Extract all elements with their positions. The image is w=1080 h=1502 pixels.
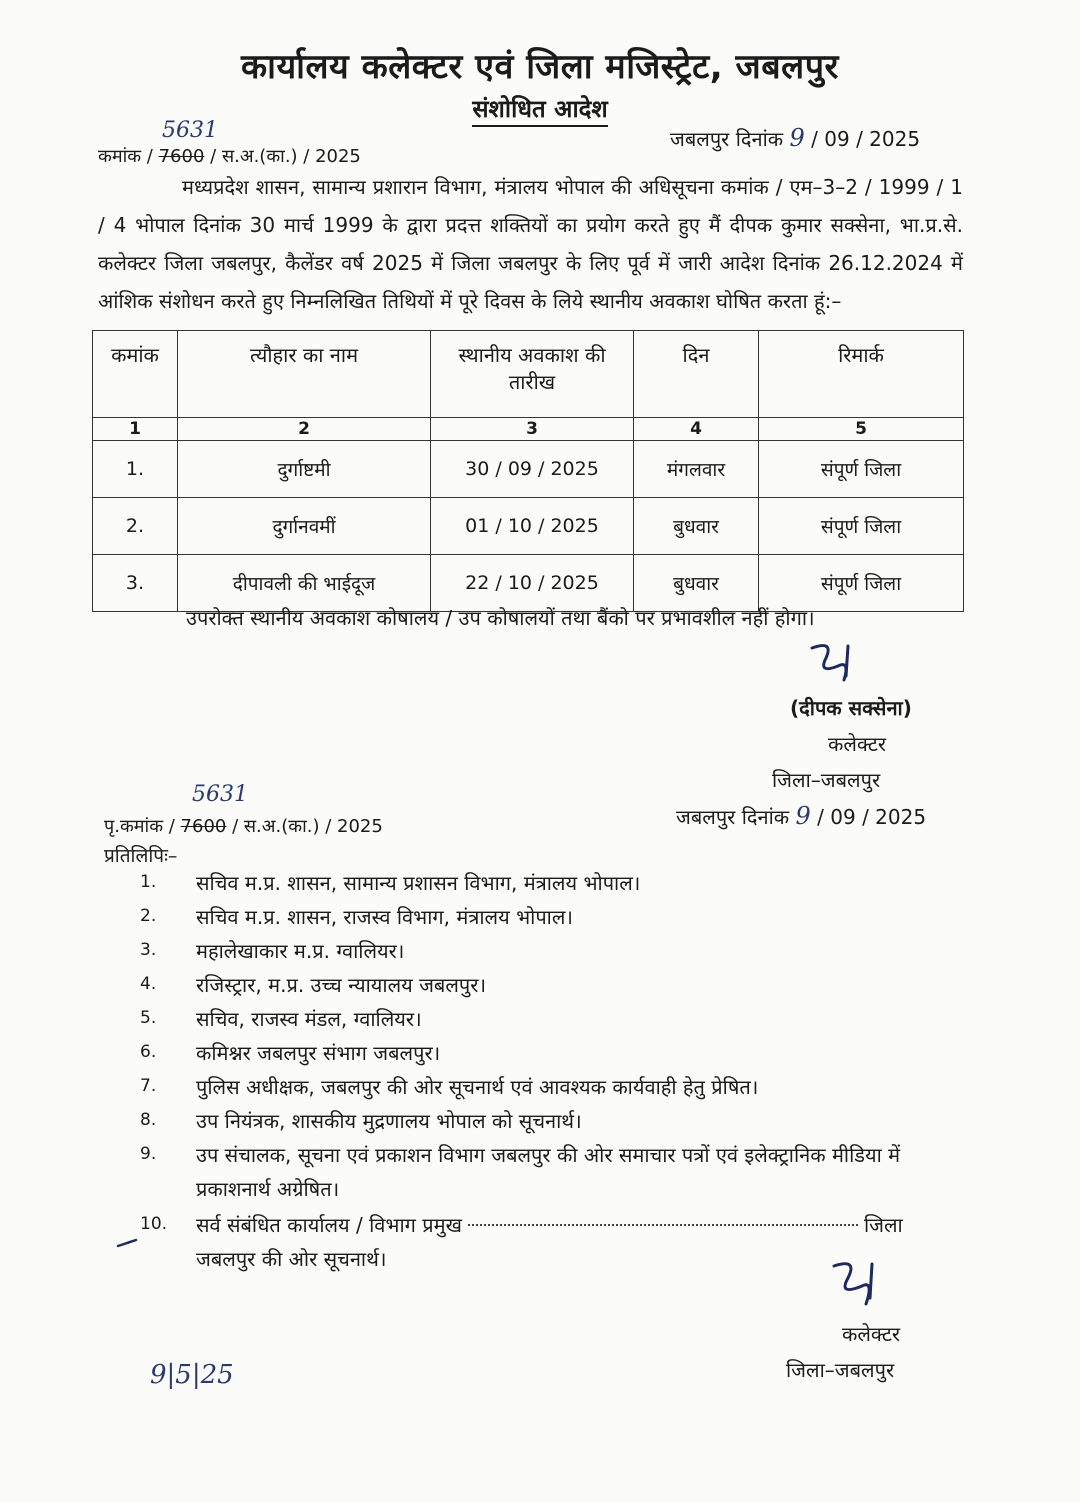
handwritten-copy-number: 5631: [192, 782, 248, 807]
table-column-number-row: 1 2 3 4 5: [93, 418, 964, 441]
office-title: कार्यालय कलेक्टर एवं जिला मजिस्ट्रेट, जबलपुर: [241, 47, 839, 87]
list-item: 1. सचिव म.प्र. शासन, सामान्य प्रशासन विभाग, मंत्रालय भोपाल।: [140, 871, 641, 895]
header-remark: रिमार्क: [759, 331, 964, 418]
list-item: 6. कमिश्नर जबलपुर संभाग जबलपुर।: [140, 1041, 441, 1065]
footer-place: जिला–जबलपुर: [786, 1358, 895, 1382]
signatory-place: जिला–जबलपुर: [772, 768, 881, 792]
order-body: [98, 168, 963, 320]
holidays-table: [92, 330, 964, 612]
order-title: संशोधित आदेश: [0, 92, 1080, 125]
signature-scribble: [804, 636, 864, 696]
list-item: 8. उप नियंत्रक, शासकीय मुद्रणालय भोपाल को सूचनार्थ।: [140, 1109, 582, 1133]
copy-date: जबलपुर दिनांक 9 / 09 / 2025: [676, 802, 927, 830]
handwritten-order-number: 5631: [162, 118, 218, 143]
copy-reference: पृ.कमांक / 7600 / स.अ.(का.) / 2025: [104, 816, 383, 837]
list-item: 10. सर्व संबंधित कार्यालय / विभाग प्रमुख जिला जबलपुर की ओर सूचनार्थ।: [140, 1213, 903, 1271]
copy-label: प्रतिलिपिः–: [104, 845, 178, 867]
order-paragraph: मध्यप्रदेश शासन, सामान्य प्रशारान विभाग, मंत्रालय भोपाल की अधिसूचना कमांक / एम–3–2 / 1999 / 1 / 4 भोपाल दिनांक 30 मार्च 1999 के द्वारा प्रदत्त शक्तियों का प्रयोग करते हुए मैं दीपक कुमार सक्सेना, भा.प्र.से. कलेक्टर जिला जबलपुर, कैलेंडर वर्ष 2025 में जिला जबलपुर के लिए पूर्व में जारी आदेश दिनांक 26.12.2024 में आंशिक संशोधन करते हुए निम्नलिखित तिथियों में पूरे दिवस के लिये स्थानीय अवकाश घोषित करता हूं:–: [98, 175, 963, 313]
struck-order-number: 7600: [158, 146, 205, 167]
header-sno: कमांक: [93, 331, 178, 418]
header-day: दिन: [634, 331, 759, 418]
handwritten-initials-date: 9|5|25: [150, 1360, 234, 1390]
handwritten-tick-mark: [116, 1236, 138, 1250]
order-date: जबलपुर दिनांक 9 / 09 / 2025: [670, 124, 921, 152]
distribution-list: [140, 866, 980, 1276]
list-item: 9. उप संचालक, सूचना एवं प्रकाशन विभाग जबलपुर की ओर समाचार पत्रों एवं इलेक्ट्रानिक मीडिया में प्रकाशनार्थ अग्रेषित।: [140, 1143, 901, 1201]
table-row: 2. दुर्गानवमीं 01 / 10 / 2025 बुधवार संपूर्ण जिला: [93, 498, 964, 555]
list-item: 3. महालेखाकार म.प्र. ग्वालियर।: [140, 939, 405, 963]
struck-copy-number: 7600: [180, 816, 227, 837]
list-item: 4. रजिस्ट्रार, म.प्र. उच्च न्यायालय जबलपुर।: [140, 973, 487, 997]
order-reference: कमांक / 7600 / स.अ.(का.) / 2025: [98, 146, 361, 167]
table-row: 1. दुर्गाष्टमी 30 / 09 / 2025 मंगलवार संपूर्ण जिला: [93, 441, 964, 498]
table-row: 3. दीपावली की भाईदूज 22 / 10 / 2025 बुधवार संपूर्ण जिला: [93, 555, 964, 612]
signatory-name: (दीपक सक्सेना): [790, 696, 912, 720]
footer-signature-scribble: [826, 1256, 886, 1316]
handwritten-date-day: 9: [789, 124, 805, 152]
header-festival: त्यौहार का नाम: [178, 331, 431, 418]
blank-dotted-line: [468, 1224, 858, 1226]
list-item: 5. सचिव, राजस्व मंडल, ग्वालियर।: [140, 1007, 422, 1031]
list-item: 2. सचिव म.प्र. शासन, राजस्व विभाग, मंत्रालय भोपाल।: [140, 905, 573, 929]
table-header-row: [93, 331, 964, 418]
handwritten-copy-date-day: 9: [795, 802, 811, 830]
list-item: 7. पुलिस अधीक्षक, जबलपुर की ओर सूचनार्थ एवं आवश्यक कार्यवाही हेतु प्रेषित।: [140, 1075, 759, 1099]
signatory-designation: कलेक्टर: [828, 732, 887, 756]
bank-treasury-note: उपरोक्त स्थानीय अवकाश कोषालय / उप कोषालयों तथा बैंको पर प्रभावशील नहीं होगा।: [186, 606, 815, 630]
header-date: स्थानीय अवकाश की तारीख: [431, 331, 634, 418]
footer-designation: कलेक्टर: [842, 1322, 901, 1346]
